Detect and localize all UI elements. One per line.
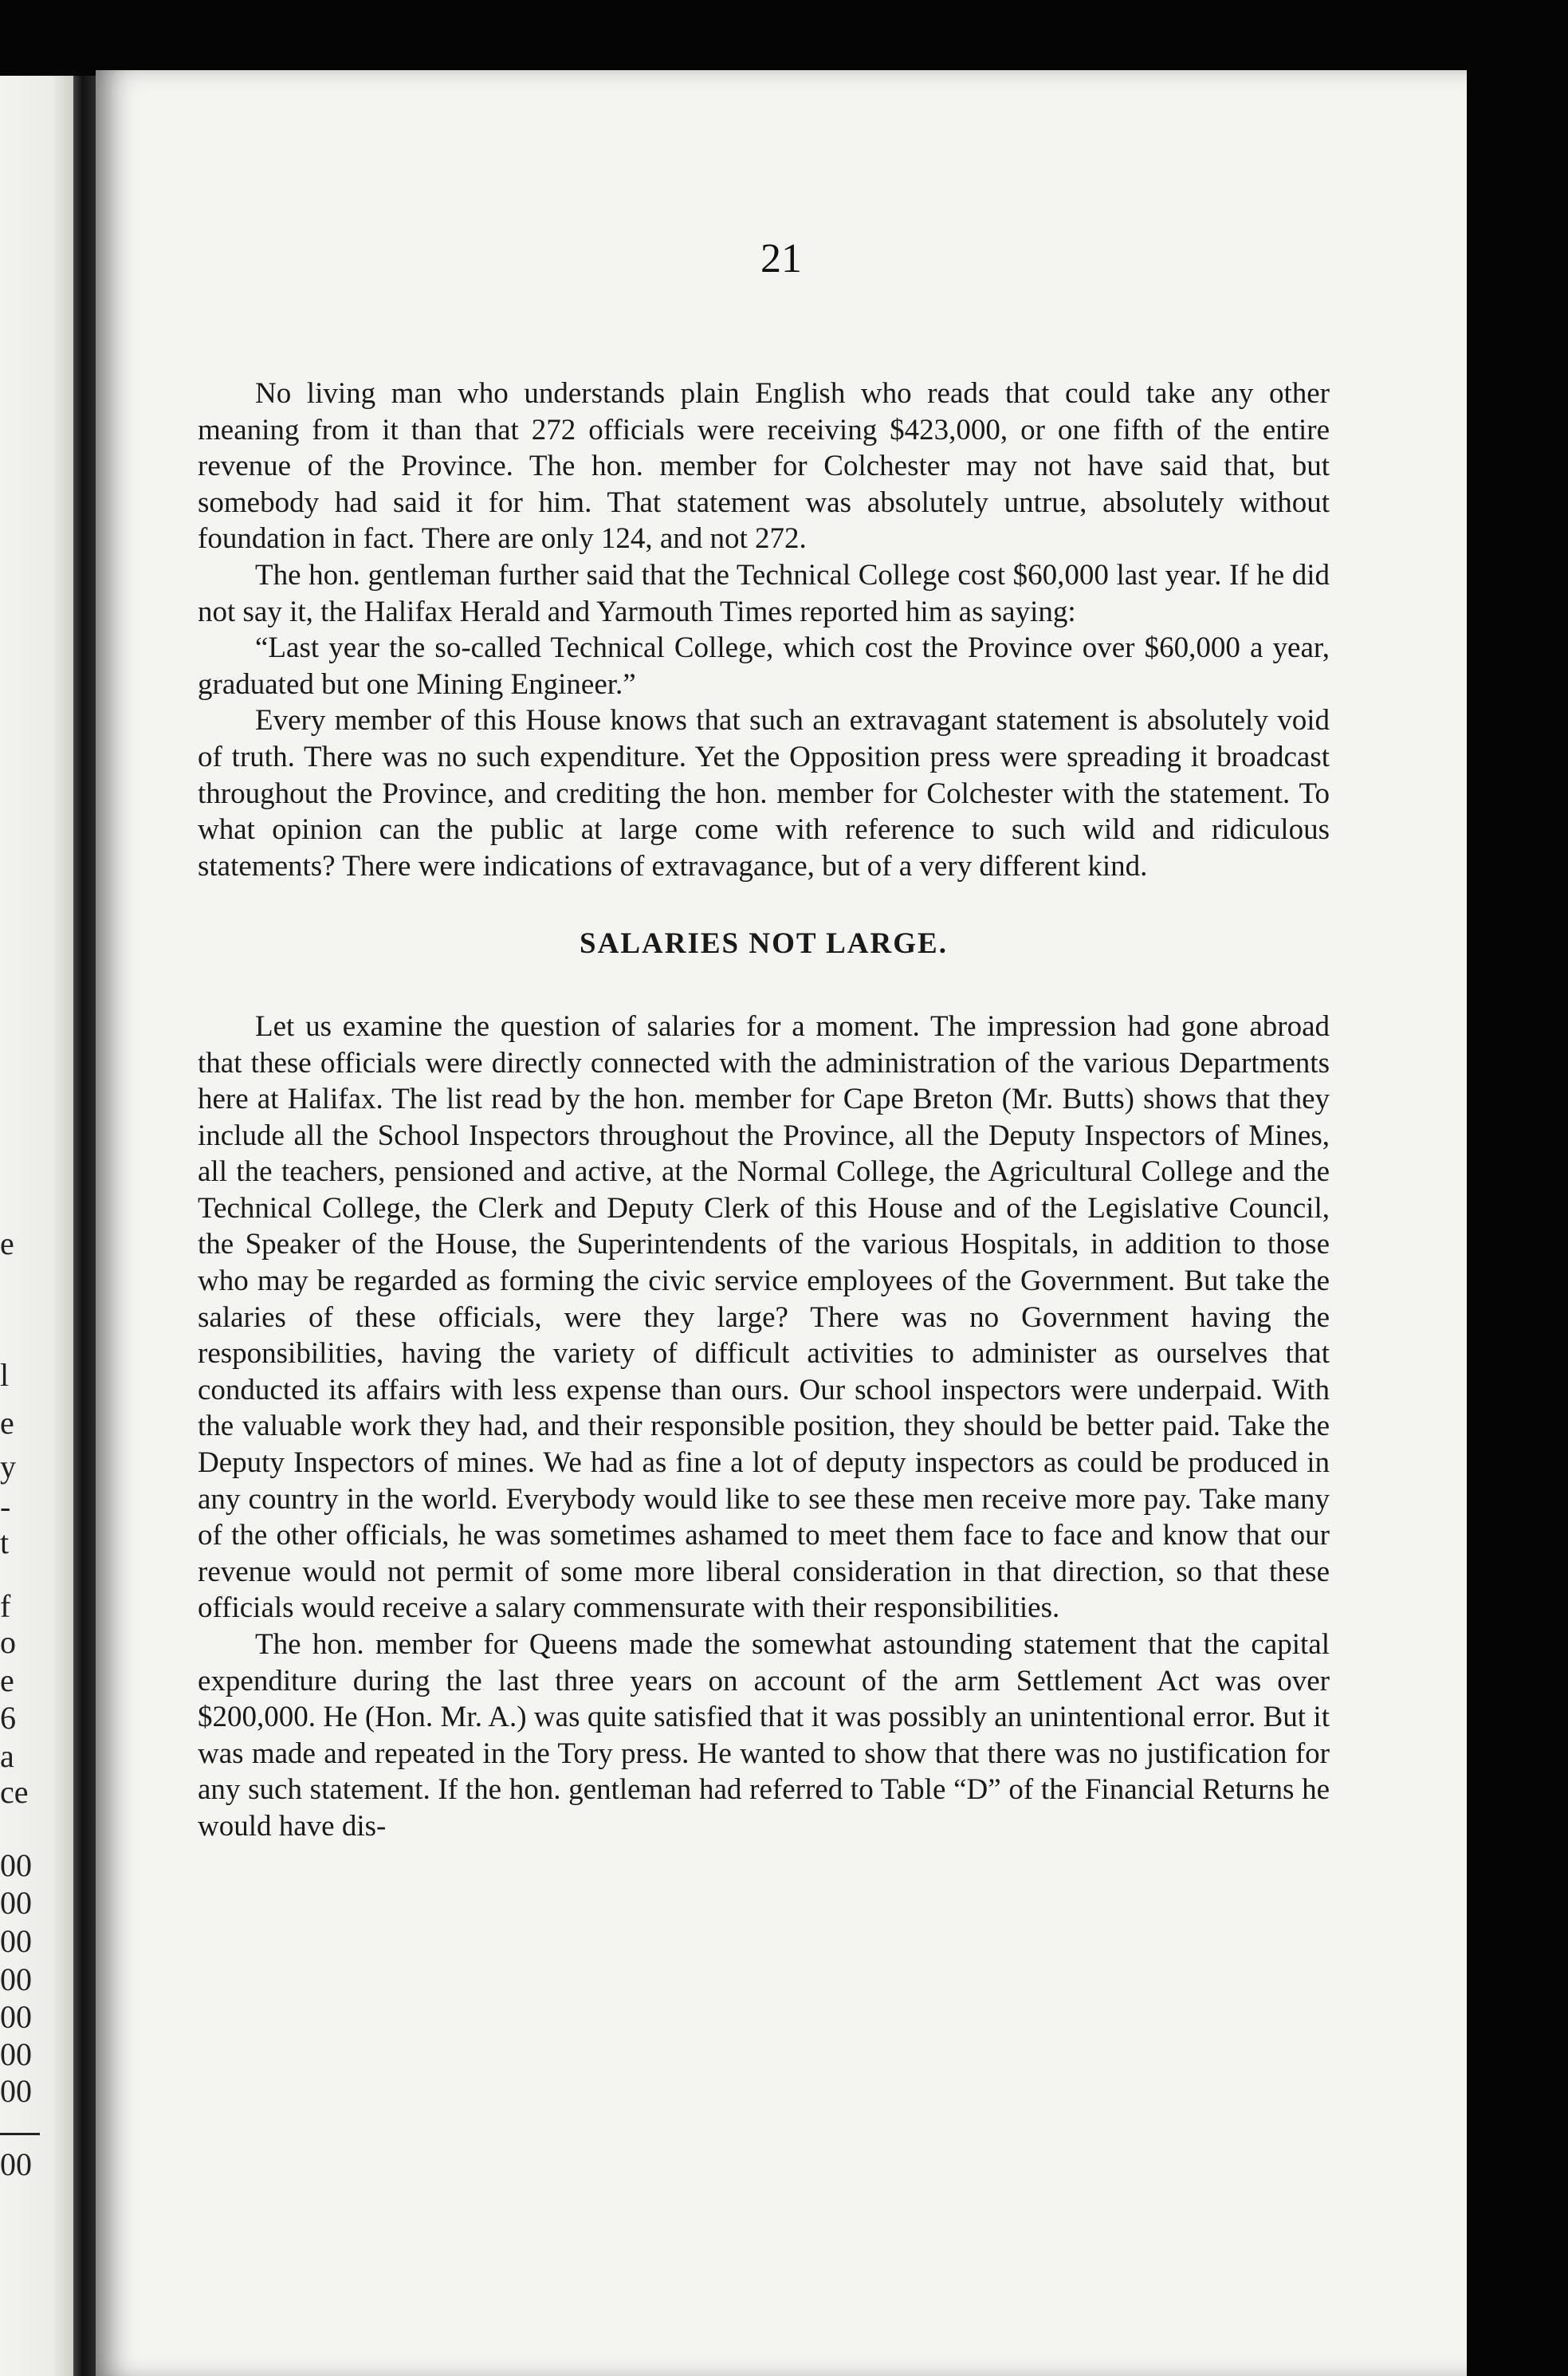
margin-fragment: 00 xyxy=(0,1885,32,1921)
margin-fragment: l xyxy=(0,1357,10,1393)
paragraph: No living man who understands plain English who reads that could take any other meaning from it than that 272 officials were receiving $423,000, or one fifth of the entire revenue of the Province. The hon. member for Colchester may not have said that, but somebody had said it for him. That statement was absolutely untrue, absolutely without foundation in fact. There are only 124, and not 272. xyxy=(198,377,1330,556)
margin-rule xyxy=(0,2133,40,2135)
margin-fragment: e xyxy=(0,1662,14,1698)
margin-fragment: 00 xyxy=(0,1961,32,1997)
paragraph: The hon. gentleman further said that the Technical College cost $60,000 last year. If he did not say it, the Halifax Herald and Yarmouth Times reported him as saying: xyxy=(198,558,1330,628)
margin-fragment: a xyxy=(0,1738,14,1774)
margin-fragment: 00 xyxy=(0,2146,32,2182)
margin-fragment: - xyxy=(0,1489,11,1524)
margin-fragment: y xyxy=(0,1449,16,1485)
margin-fragment: t xyxy=(0,1524,10,1560)
margin-fragment: e xyxy=(0,1405,14,1441)
paragraph: Let us examine the question of salaries for a moment. The impression had gone abroad that these officials were directly connected with the administration of the various Departments here at Halifax. The list read by the hon. member for Cape Breton (Mr. Butts) shows that they include all the School Inspectors throughout the Province, all the Deputy Inspectors of Mines, all the teachers, pensioned and active, at the Normal College, the Agricultural College and the Technical College, the Clerk and Deputy Clerk of this House and of the Legislative Council, the Speaker of the House, the Superintendents of the various Hospitals, in addition to those who may be regarded as forming the civic service employees of the Government. But take the salaries of these officials, were they large? There was no Government having the responsibilities, having the variety of difficult activities to administer as ourselves that conducted its affairs with less expense than ours. Our school inspectors were underpaid. With the valuable work they had, and their responsible position, they should be better paid. Take the Deputy Inspectors of mines. We had as fine a lot of deputy inspectors as could be produced in any country in the world. Everybody would like to see these men receive more pay. Take many of the other officials, he was sometimes ashamed to meet them face to face and know that our revenue would not permit of some more liberal consideration in that direction, so that these officials would receive a salary commensurate with their responsibilities. xyxy=(198,1009,1330,1625)
margin-fragment: 00 xyxy=(0,1999,32,2035)
margin-fragment: 6 xyxy=(0,1700,16,1736)
document-page xyxy=(96,70,1467,2376)
margin-fragment: e xyxy=(0,1225,14,1261)
previous-page-edge xyxy=(0,76,73,2376)
margin-fragment: 00 xyxy=(0,1923,32,1959)
margin-fragment: ce xyxy=(0,1774,29,1810)
margin-fragment: o xyxy=(0,1624,16,1660)
book-gutter xyxy=(73,76,96,2376)
section-heading: SALARIES NOT LARGE. xyxy=(580,927,948,961)
margin-fragment: f xyxy=(0,1588,11,1624)
margin-fragment: 00 xyxy=(0,2073,32,2109)
margin-fragment: 00 xyxy=(0,1847,32,1883)
page-number: 21 xyxy=(760,236,802,281)
quoted-paragraph: “Last year the so-called Technical College, which cost the Province over $60,000 a year, graduated but one Mining Engineer.” xyxy=(198,631,1330,701)
paragraph: Every member of this House knows that such an extravagant statement is absolutely void of truth. There was no such expenditure. Yet the Opposition press were spreading it broadcast throughout the Province, and crediting the hon. member for Colchester with the statement. To what opinion can the public at large come with reference to such wild and ridiculous statements? There were indications of extravagance, but of a very different kind. xyxy=(198,704,1330,883)
margin-fragment: 00 xyxy=(0,2036,32,2072)
document-body xyxy=(198,376,1330,1845)
paragraph: The hon. member for Queens made the somewhat astounding statement that the capital expenditure during the last three years on account of the arm Settlement Act was over $200,000. He (Hon. Mr. A.) was quite satisfied that it was possibly an unintentional error. But it was made and repeated in the Tory press. He wanted to show that there was no justification for any such statement. If the hon. gentleman had referred to Table “D” of the Financial Returns he would have dis- xyxy=(198,1628,1330,1843)
